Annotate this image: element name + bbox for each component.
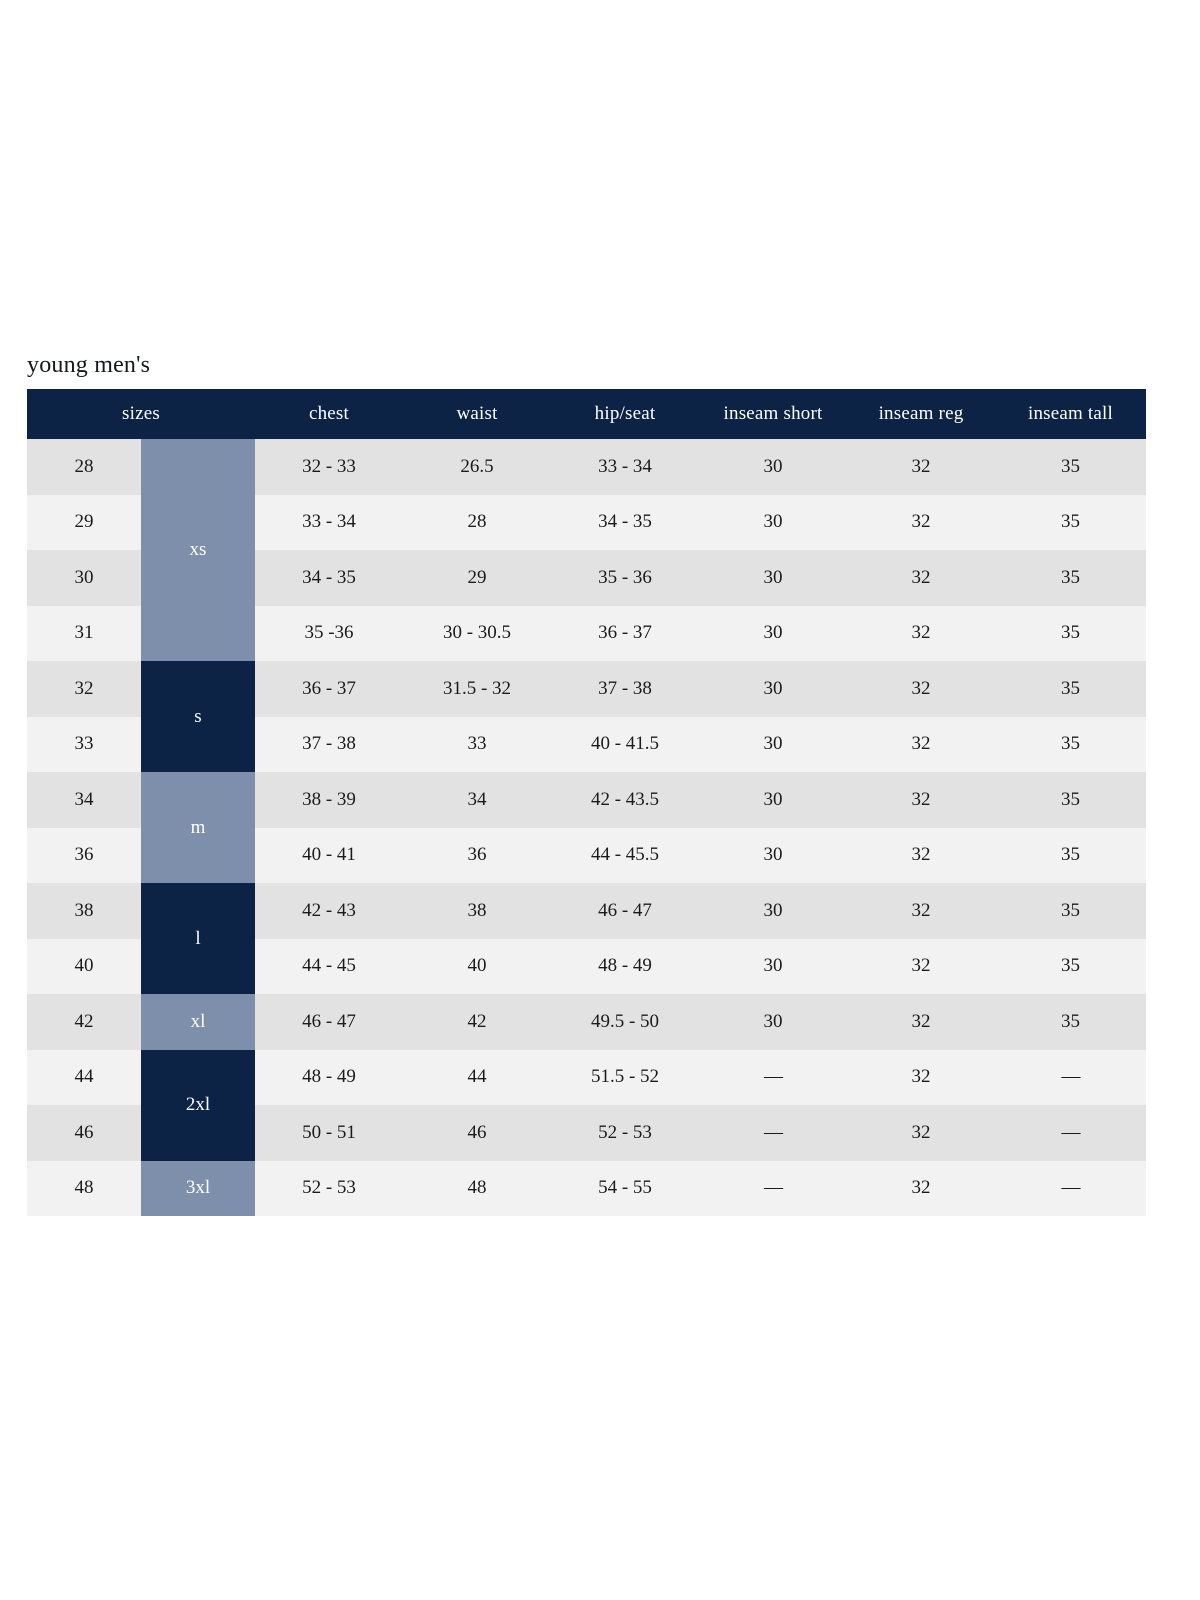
cell-inseam-reg: 32 bbox=[847, 495, 995, 551]
table-body bbox=[27, 439, 1146, 1216]
cell-inseam-reg: 32 bbox=[847, 661, 995, 717]
cell-chest: 38 - 39 bbox=[255, 772, 403, 828]
cell-inseam-tall: 35 bbox=[995, 994, 1146, 1050]
cell-size: 38 bbox=[27, 883, 141, 939]
dash-placeholder: — bbox=[764, 1066, 782, 1088]
cell-inseam-reg: 32 bbox=[847, 717, 995, 773]
cell-inseam-tall: 35 bbox=[995, 606, 1146, 662]
cell-inseam-short bbox=[699, 1161, 847, 1217]
cell-size-group: xl bbox=[141, 994, 255, 1050]
cell-waist: 26.5 bbox=[403, 439, 551, 495]
cell-inseam-short: 30 bbox=[699, 717, 847, 773]
cell-waist: 40 bbox=[403, 939, 551, 995]
cell-inseam-reg: 32 bbox=[847, 439, 995, 495]
cell-size: 32 bbox=[27, 661, 141, 717]
table-header bbox=[27, 389, 1146, 439]
cell-chest: 52 - 53 bbox=[255, 1161, 403, 1217]
cell-waist: 33 bbox=[403, 717, 551, 773]
cell-inseam-short: 30 bbox=[699, 550, 847, 606]
table-row bbox=[27, 994, 1146, 1050]
cell-chest: 35 -36 bbox=[255, 606, 403, 662]
table-row bbox=[27, 1050, 1146, 1106]
cell-hip-seat: 48 - 49 bbox=[551, 939, 699, 995]
table-row bbox=[27, 439, 1146, 495]
cell-chest: 44 - 45 bbox=[255, 939, 403, 995]
cell-inseam-short: 30 bbox=[699, 939, 847, 995]
column-header-inseam-reg: inseam reg bbox=[847, 389, 995, 439]
column-header-chest: chest bbox=[255, 389, 403, 439]
cell-inseam-short: 30 bbox=[699, 439, 847, 495]
cell-size-group: 3xl bbox=[141, 1161, 255, 1217]
cell-chest: 36 - 37 bbox=[255, 661, 403, 717]
cell-waist: 46 bbox=[403, 1105, 551, 1161]
cell-inseam-tall: 35 bbox=[995, 828, 1146, 884]
cell-inseam-reg: 32 bbox=[847, 550, 995, 606]
cell-size: 29 bbox=[27, 495, 141, 551]
column-header-inseam-tall: inseam tall bbox=[995, 389, 1146, 439]
cell-waist: 42 bbox=[403, 994, 551, 1050]
cell-waist: 29 bbox=[403, 550, 551, 606]
dash-placeholder: — bbox=[1061, 1177, 1080, 1199]
cell-inseam-short: 30 bbox=[699, 883, 847, 939]
page-title: young men's bbox=[27, 352, 151, 378]
cell-waist: 48 bbox=[403, 1161, 551, 1217]
cell-inseam-reg: 32 bbox=[847, 1105, 995, 1161]
column-header-inseam-short: inseam short bbox=[699, 389, 847, 439]
size-chart-table bbox=[27, 389, 1146, 1216]
cell-hip-seat: 44 - 45.5 bbox=[551, 828, 699, 884]
cell-hip-seat: 37 - 38 bbox=[551, 661, 699, 717]
cell-hip-seat: 42 - 43.5 bbox=[551, 772, 699, 828]
cell-inseam-tall: 35 bbox=[995, 661, 1146, 717]
cell-inseam-reg: 32 bbox=[847, 1050, 995, 1106]
dash-placeholder: — bbox=[764, 1121, 782, 1143]
cell-inseam-short bbox=[699, 1050, 847, 1106]
cell-inseam-short bbox=[699, 1105, 847, 1161]
cell-inseam-short: 30 bbox=[699, 661, 847, 717]
cell-chest: 42 - 43 bbox=[255, 883, 403, 939]
cell-inseam-tall: 35 bbox=[995, 883, 1146, 939]
cell-chest: 50 - 51 bbox=[255, 1105, 403, 1161]
cell-inseam-short: 30 bbox=[699, 606, 847, 662]
table-row bbox=[27, 661, 1146, 717]
cell-inseam-reg: 32 bbox=[847, 883, 995, 939]
cell-inseam-tall: 35 bbox=[995, 772, 1146, 828]
cell-waist: 31.5 - 32 bbox=[403, 661, 551, 717]
cell-inseam-tall bbox=[995, 1105, 1146, 1161]
cell-inseam-tall: 35 bbox=[995, 939, 1146, 995]
cell-inseam-short: 30 bbox=[699, 828, 847, 884]
cell-inseam-reg: 32 bbox=[847, 772, 995, 828]
cell-inseam-tall: 35 bbox=[995, 495, 1146, 551]
cell-chest: 37 - 38 bbox=[255, 717, 403, 773]
cell-size: 33 bbox=[27, 717, 141, 773]
cell-waist: 28 bbox=[403, 495, 551, 551]
cell-size: 31 bbox=[27, 606, 141, 662]
cell-waist: 36 bbox=[403, 828, 551, 884]
header-row bbox=[27, 389, 1146, 439]
cell-hip-seat: 36 - 37 bbox=[551, 606, 699, 662]
cell-hip-seat: 40 - 41.5 bbox=[551, 717, 699, 773]
cell-chest: 33 - 34 bbox=[255, 495, 403, 551]
cell-hip-seat: 49.5 - 50 bbox=[551, 994, 699, 1050]
cell-inseam-reg: 32 bbox=[847, 939, 995, 995]
cell-size-group: 2xl bbox=[141, 1050, 255, 1161]
table-row bbox=[27, 1161, 1146, 1217]
cell-inseam-reg: 32 bbox=[847, 1161, 995, 1217]
cell-waist: 30 - 30.5 bbox=[403, 606, 551, 662]
cell-size: 28 bbox=[27, 439, 141, 495]
dash-placeholder: — bbox=[1061, 1121, 1080, 1143]
cell-size: 48 bbox=[27, 1161, 141, 1217]
cell-inseam-tall bbox=[995, 1050, 1146, 1106]
cell-inseam-short: 30 bbox=[699, 994, 847, 1050]
cell-hip-seat: 51.5 - 52 bbox=[551, 1050, 699, 1106]
cell-size: 36 bbox=[27, 828, 141, 884]
cell-inseam-tall: 35 bbox=[995, 439, 1146, 495]
cell-hip-seat: 52 - 53 bbox=[551, 1105, 699, 1161]
cell-inseam-short: 30 bbox=[699, 495, 847, 551]
cell-hip-seat: 35 - 36 bbox=[551, 550, 699, 606]
cell-size: 40 bbox=[27, 939, 141, 995]
cell-inseam-reg: 32 bbox=[847, 606, 995, 662]
column-header-hip-seat: hip/seat bbox=[551, 389, 699, 439]
cell-waist: 44 bbox=[403, 1050, 551, 1106]
cell-size-group: l bbox=[141, 883, 255, 994]
cell-hip-seat: 46 - 47 bbox=[551, 883, 699, 939]
cell-chest: 34 - 35 bbox=[255, 550, 403, 606]
cell-size-group: xs bbox=[141, 439, 255, 661]
cell-chest: 32 - 33 bbox=[255, 439, 403, 495]
cell-inseam-short: 30 bbox=[699, 772, 847, 828]
cell-size: 46 bbox=[27, 1105, 141, 1161]
cell-waist: 38 bbox=[403, 883, 551, 939]
cell-chest: 48 - 49 bbox=[255, 1050, 403, 1106]
cell-inseam-tall bbox=[995, 1161, 1146, 1217]
dash-placeholder: — bbox=[1061, 1066, 1080, 1088]
dash-placeholder: — bbox=[764, 1177, 782, 1199]
size-chart-container bbox=[27, 389, 1146, 1216]
cell-hip-seat: 34 - 35 bbox=[551, 495, 699, 551]
cell-waist: 34 bbox=[403, 772, 551, 828]
cell-size: 44 bbox=[27, 1050, 141, 1106]
column-header-waist: waist bbox=[403, 389, 551, 439]
cell-inseam-tall: 35 bbox=[995, 717, 1146, 773]
cell-inseam-tall: 35 bbox=[995, 550, 1146, 606]
cell-chest: 40 - 41 bbox=[255, 828, 403, 884]
cell-hip-seat: 54 - 55 bbox=[551, 1161, 699, 1217]
cell-size-group: s bbox=[141, 661, 255, 772]
cell-size-group: m bbox=[141, 772, 255, 883]
cell-size: 34 bbox=[27, 772, 141, 828]
cell-size: 30 bbox=[27, 550, 141, 606]
cell-chest: 46 - 47 bbox=[255, 994, 403, 1050]
cell-inseam-reg: 32 bbox=[847, 828, 995, 884]
cell-inseam-reg: 32 bbox=[847, 994, 995, 1050]
cell-hip-seat: 33 - 34 bbox=[551, 439, 699, 495]
table-row bbox=[27, 883, 1146, 939]
column-header-sizes: sizes bbox=[27, 389, 255, 439]
table-row bbox=[27, 772, 1146, 828]
cell-size: 42 bbox=[27, 994, 141, 1050]
